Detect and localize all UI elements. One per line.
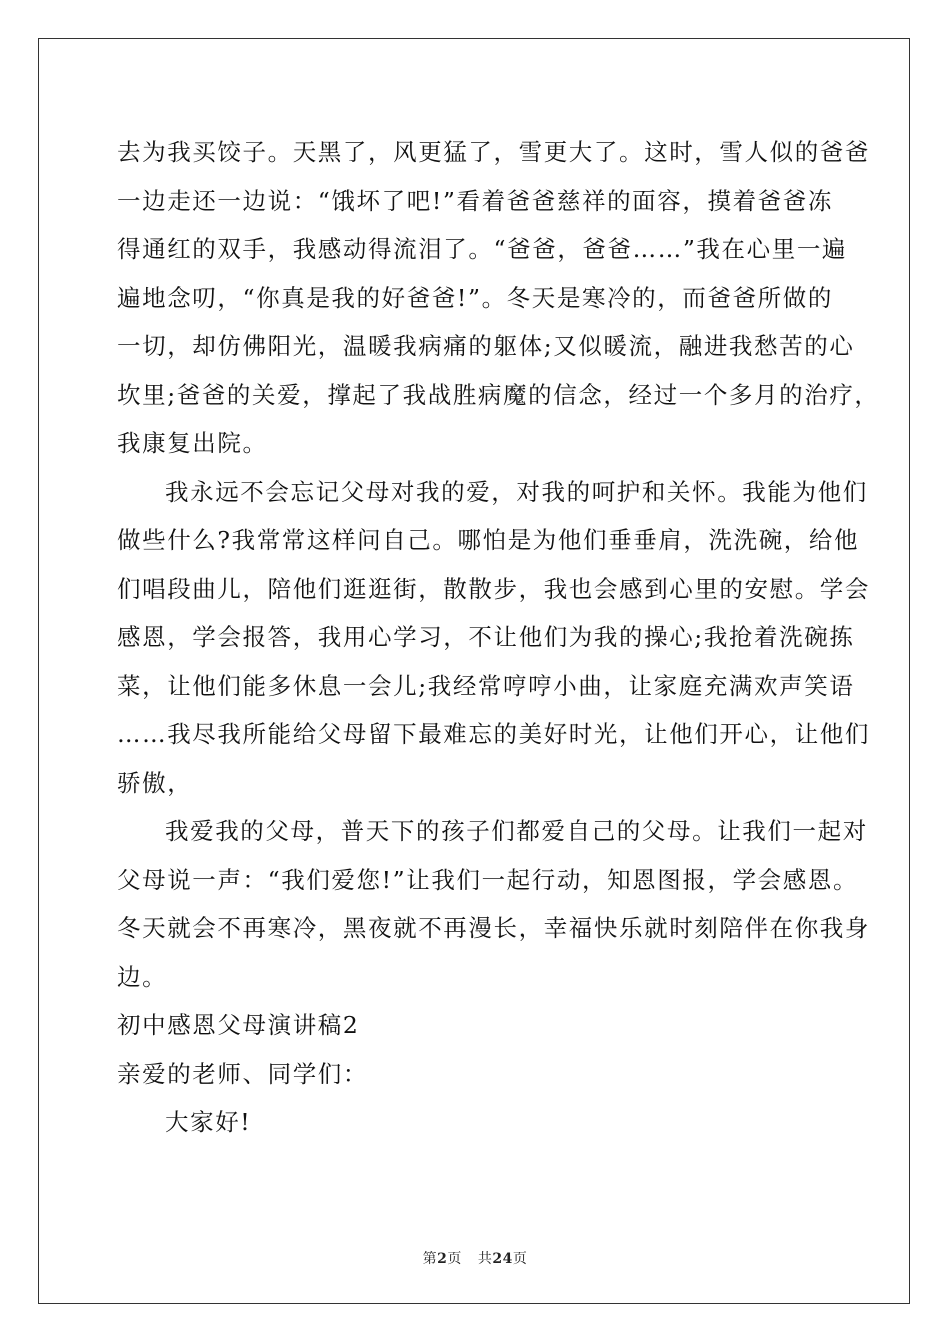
text-line: ……我尽我所能给父母留下最难忘的美好时光，让他们开心，让他们 <box>117 720 870 748</box>
text-line: 得通红的双手，我感动得流泪了。“爸爸，爸爸……”我在心里一遍 <box>117 235 848 263</box>
total-pages: 24 <box>492 1251 513 1267</box>
text-line: 一切，却仿佛阳光，温暖我病痛的躯体;又似暖流，融进我愁苦的心 <box>117 332 855 360</box>
text-line: 遍地念叨，“你真是我的好爸爸!”。冬天是寒冷的，而爸爸所做的 <box>117 283 833 312</box>
salutation: 亲爱的老师、同学们： <box>117 1059 368 1088</box>
text-line: 父母说一声：“我们爱您!”让我们一起行动，知恩图报，学会感恩。 <box>117 865 859 894</box>
greeting: 大家好! <box>165 1108 252 1136</box>
paragraph-start-line: 我爱我的父母，普天下的孩子们都爱自己的父母。让我们一起对 <box>165 817 868 845</box>
text-line: 菜，让他们能多休息一会儿;我经常哼哼小曲，让家庭充满欢声笑语 <box>117 671 855 700</box>
text-line: 感恩，学会报答，我用心学习，不让他们为我的操心;我抢着洗碗拣 <box>117 623 855 651</box>
total-suffix: 页 <box>512 1251 528 1267</box>
text-line: 我康复出院。 <box>117 429 268 457</box>
text-line: 们唱段曲儿，陪他们逛逛街，散散步，我也会感到心里的安慰。学会 <box>117 574 870 603</box>
text-line: 边。 <box>117 962 168 991</box>
section-title: 初中感恩父母演讲稿2 <box>117 1011 360 1039</box>
page-prefix: 第 <box>422 1251 438 1267</box>
text-line: 做些什么?我常常这样问自己。哪怕是为他们垂垂肩，洗洗碗，给他 <box>117 526 860 554</box>
page-suffix: 页 <box>447 1251 462 1267</box>
document-body <box>117 128 880 1147</box>
text-line: 骄傲， <box>117 768 193 797</box>
paragraph-start-line: 我永远不会忘记父母对我的爱，对我的呵护和关怀。我能为他们 <box>165 477 868 506</box>
text-line: 去为我买饺子。天黑了，风更猛了，雪更大了。这时，雪人似的爸爸 <box>117 138 870 166</box>
text-line: 冬天就会不再寒冷，黑夜就不再漫长，幸福快乐就时刻陪伴在你我身 <box>117 914 870 942</box>
text-line: 坎里;爸爸的关爱，撑起了我战胜病魔的信念，经过一个多月的治疗， <box>117 380 880 409</box>
page-number: 2 <box>437 1251 448 1267</box>
text-line: 一边走还一边说：“饿坏了吧!”看着爸爸慈祥的面容，摸着爸爸冻 <box>117 186 833 215</box>
page-footer <box>0 1248 950 1268</box>
total-prefix: 共 <box>477 1251 493 1267</box>
